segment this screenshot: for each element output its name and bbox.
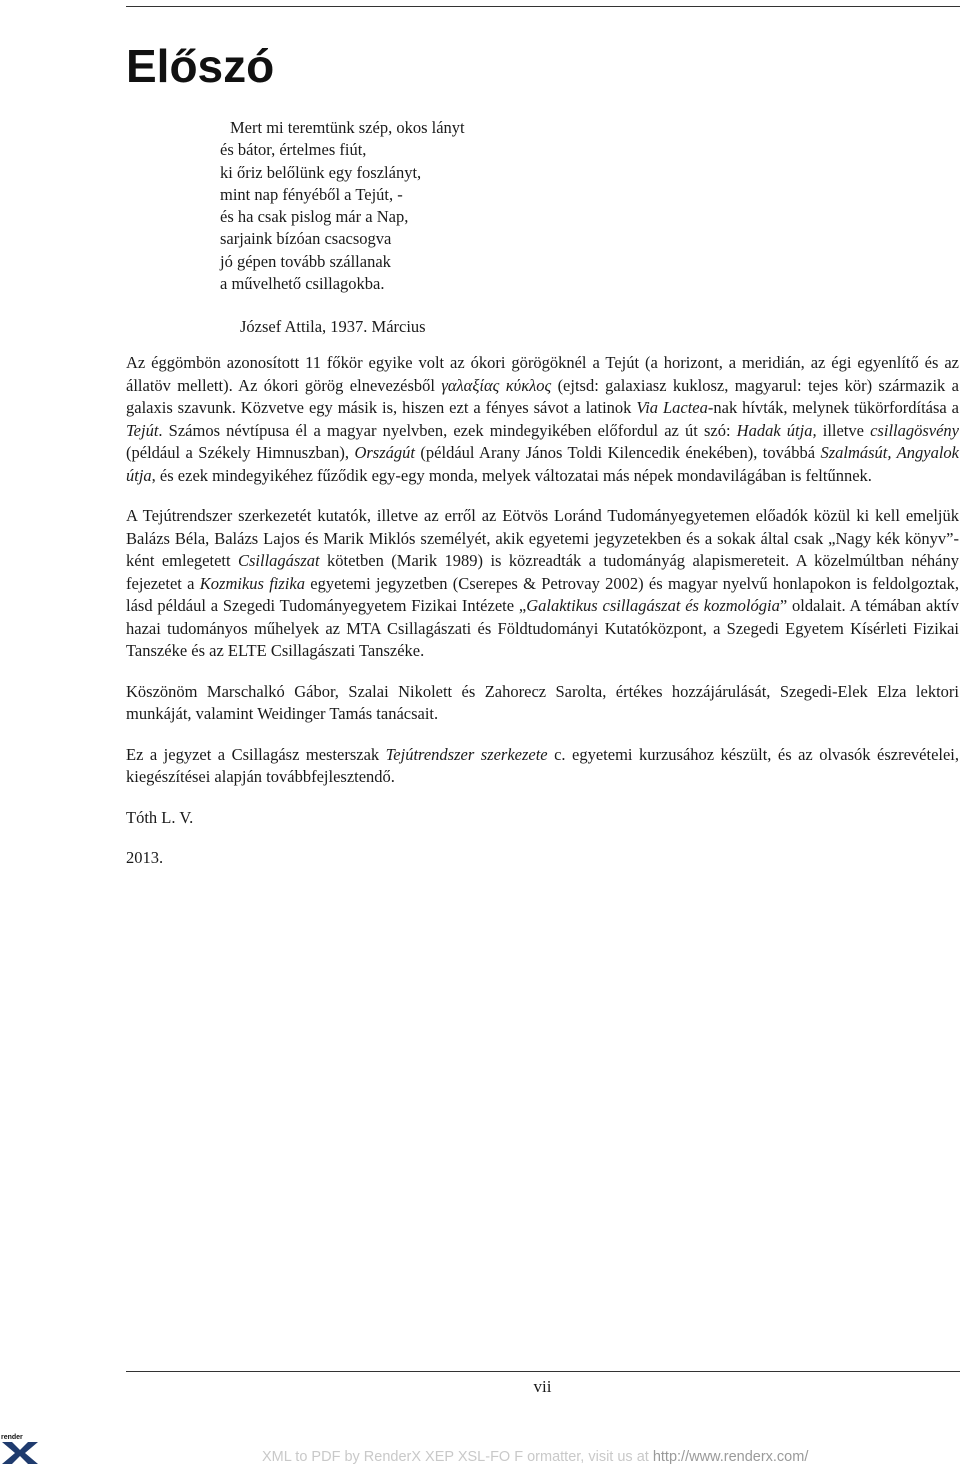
watermark [262, 1448, 808, 1466]
poem-line: és ha csak pislog már a Nap, [220, 207, 409, 227]
poem-line: sarjaink bízóan csacsogva [220, 229, 392, 249]
poem-line: Mert mi teremtünk szép, okos lányt [230, 118, 465, 137]
poem-line: ki őriz belőlünk egy foszlányt, [220, 162, 422, 182]
poem-credit: József Attila, 1937. Március [240, 317, 426, 336]
poem-line: és bátor, értelmes fiút, [220, 140, 367, 160]
poem-line: jó gépen tovább szállanak [220, 251, 391, 271]
footer-rule [126, 1371, 960, 1372]
renderx-logo-icon [0, 1432, 40, 1465]
poem-line: mint nap fényéből a Tejút, - [220, 184, 403, 204]
paragraph-researchers: A Tejútrendszer szerkezetét kutatók, illetve az erről az Eötvös Loránd Tudományegyetemen előadók közül ki kell emeljük Balázs Béla, Balázs Lajos és Marik Miklós személyét, akik egyetemi jegyzetekben és a sokak által csak „Nagy kék könyv”-ként emlegetett Csillagászat kötetben (Marik 1989) is közreadták a tudományág alapismereteit. A közelmúltban néhány fejezetet a Kozmikus fizika egyetemi jegyzetben (Cserepes & Petrovay 2002) és magyar nyelvű honlapokon is feldolgoztak, lásd például a Szegedi Tudományegyetem Fizikai Intézete „Galaktikus csillagászat és kozmológia” oldalait. A témában aktív hazai tudományos műhelyek az MTA Csillagászati és Földtudományi Kutatóközpont, a Szegedi Egyetem Kísérleti Fizikai Tanszéke és az ELTE Csillagászati Tanszéke. [126, 506, 960, 660]
watermark-link[interactable]: http://www.renderx.com/ [652, 1449, 809, 1465]
paragraph-milky-way-names: Az éggömbön azonosított 11 főkör egyike volt az ókori görögöknél a Tejút (a horizont, a meridián, az égi egyenlítő és az állatöv mellett). Az ókori görög elnevezésből γαλαξίας κύκλος (ejtsd: galaxiasz kuklosz, magyarul: tejes kör) származik a galaxis szavunk. Közvetve egy másik is, hiszen ezt a fényes sávot a latinok Via Lactea-nak hívták, melynek tükörfordítása a Tejút. Számos névtípusa él a magyar nyelvben, ezek mindegyikében előfordul az út szó: Hadak útja, illetve csillagösvény (például a Székely Himnuszban), Országút (például Arany János Toldi Kilencedik énekében), továbbá Szalmásút, Angyalok útja, és ezek mindegyikéhez fűződik egy-egy monda, melyek változatai más népek mondavilágában is feltűnnek. [126, 353, 959, 485]
page-number: vii [533, 1377, 552, 1396]
paragraph-course-note: Ez a jegyzet a Csillagász mesterszak Tejútrendszer szerkezete c. egyetemi kurzusához készült, és az olvasók észrevételei, kiegészítései alapján továbbfejlesztendő. [126, 744, 960, 786]
watermark-text: XML to PDF by RenderX XEP XSL-FO F ormatter, visit us at [262, 1449, 653, 1465]
page-title: Előszó [126, 40, 275, 92]
author-signature: Tóth L. V. [126, 807, 194, 827]
x-mark-icon [0, 1438, 40, 1465]
logo-word: render [1, 1434, 23, 1441]
epigraph-poem [220, 117, 465, 295]
preface-body [126, 352, 959, 870]
header-rule [126, 6, 960, 7]
paragraph-acknowledgements: Köszönöm Marschalkó Gábor, Szalai Nikolett és Zahorecz Sarolta, értékes hozzájárulását, Szegedi-Elek Elza lektori munkáját, valamint Weidinger Tamás tanácsait. [126, 681, 959, 723]
poem-line: a művelhető csillagokba. [220, 274, 385, 294]
year: 2013. [126, 848, 164, 867]
